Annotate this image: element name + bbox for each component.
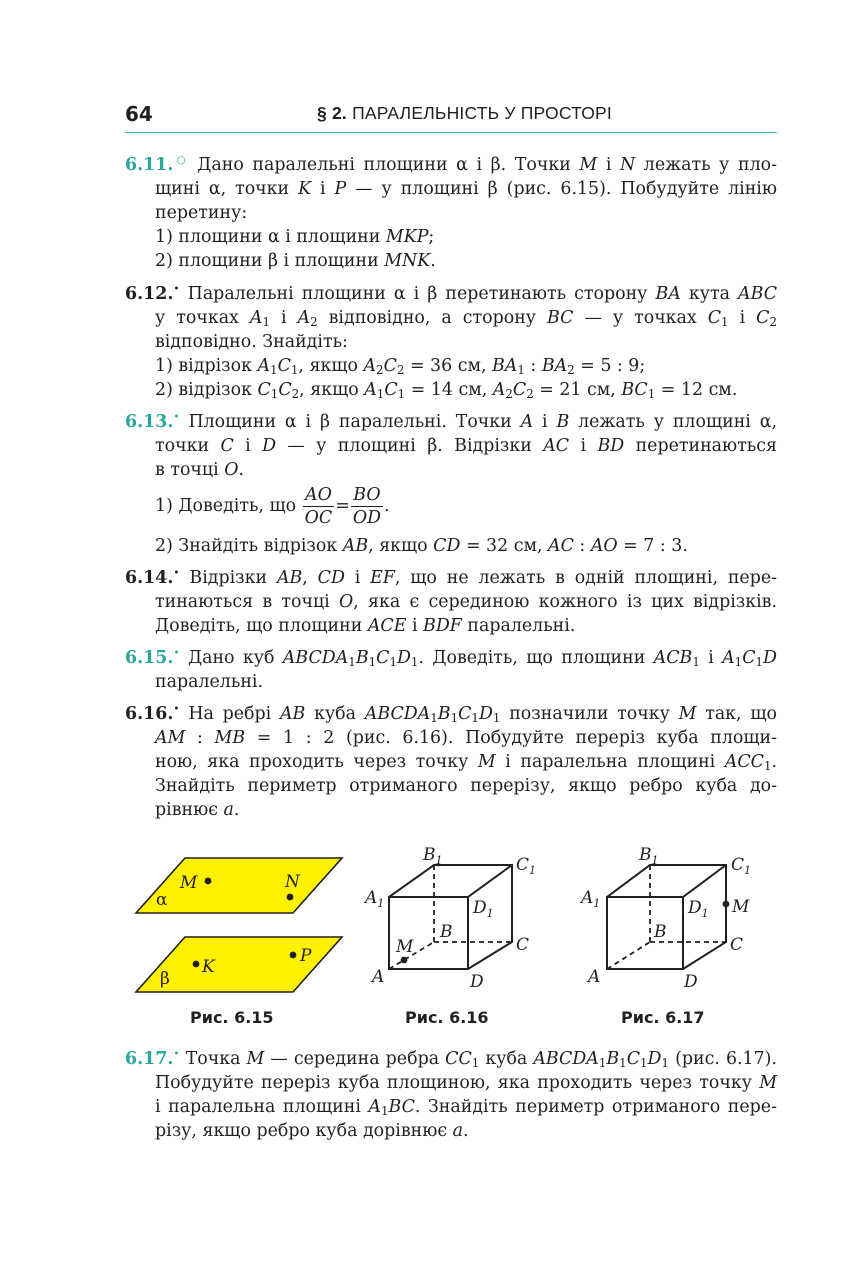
section-title: § 2. ПАРАЛЕЛЬНІСТЬ У ПРОСТОРІ: [317, 103, 612, 123]
label-B1: $B_1$: [639, 845, 659, 867]
label-D: D: [684, 972, 698, 992]
problem-6-16-line-2: AM : MB = 1 : 2 (рис. 6.16). Побудуйте переріз куба площи-: [155, 728, 777, 748]
figure-6-17: [576, 840, 776, 1000]
problem-6-16-line-5: рівнює a.: [155, 800, 240, 820]
label-M: M: [180, 873, 198, 893]
problem-6-11-item-2: 2) площини β і площини MNK.: [155, 251, 436, 271]
point-M: [723, 901, 730, 908]
label-alpha: α: [156, 890, 168, 910]
problem-6-17-line-3: і паралельна площині $A_1BC$. Знайдіть периметр отриманого пере-: [155, 1097, 777, 1118]
point-M: [205, 878, 212, 885]
figure-6-15-caption: Рис. 6.15: [190, 1008, 274, 1027]
figure-6-17-caption: Рис. 6.17: [621, 1008, 705, 1027]
problem-6-13-line-2: точки C і D — у площині β. Відрізки AC і BD перетинаються: [155, 436, 777, 456]
problem-6-17-line-4: різу, якщо ребро куба дорівнює a.: [155, 1121, 469, 1141]
problem-6-14-line-1: 6.14.• Відрізки AB, CD і EF, що не лежать в одній площині, пере-: [125, 567, 778, 588]
point-N: [287, 894, 294, 901]
problem-6-12-item-1: 1) відрізок $A_1C_1$, якщо $A_2C_2 = 36$ см, $BA_1$ : $BA_2 = 5$ : 9;: [155, 356, 646, 377]
label-N: N: [285, 872, 300, 892]
label-B: B: [654, 922, 667, 942]
label-D1: $D_1$: [688, 898, 709, 920]
label-C: C: [730, 935, 744, 955]
problem-6-12-line-1: 6.12.• Паралельні площини α і β перетинають сторону BA кута ABC: [125, 283, 778, 304]
label-B1: $B_1$: [423, 845, 443, 867]
problem-6-16-line-4: Знайдіть периметр отриманого перерізу, якщо ребро куба до-: [155, 776, 777, 796]
problem-6-17-line-2: Побудуйте переріз куба площиною, яка проходить через точку M: [155, 1073, 777, 1093]
page-header: [125, 96, 777, 133]
problem-6-13-line-3: в точці O.: [155, 460, 244, 480]
label-A: A: [588, 967, 601, 987]
label-D1: $D_1$: [473, 898, 494, 920]
problem-6-13-item-1: 1) Доведіть, що $\frac{AO}{OC}$ = $\frac{BO}{OD}$ .: [155, 485, 390, 528]
label-A: A: [372, 967, 385, 987]
problem-6-15-line-1: 6.15.• Дано куб $ABCDA_1B_1C_1D_1$. Доведіть, що площини $ACB_1$ і $A_1C_1D$: [125, 647, 777, 669]
page-number: 64: [125, 102, 153, 126]
label-M: M: [396, 937, 414, 957]
problem-6-15-line-2: паралельні.: [155, 672, 263, 692]
problem-6-11-item-1: 1) площини α і площини MKP;: [155, 227, 435, 247]
label-beta: β: [160, 969, 170, 989]
figure-6-16: [360, 840, 550, 1000]
problem-6-14-line-2: тинаються в точці O, яка є серединою кожного із цих відрізків.: [155, 592, 777, 612]
problem-6-17-line-1: 6.17.• Точка M — середина ребра $CC_1$ куба $ABCDA_1B_1C_1D_1$ (рис. 6.17).: [125, 1048, 777, 1070]
problem-6-11-line-3: перетину:: [155, 203, 248, 223]
problem-6-13-item-2: 2) Знайдіть відрізок AB, якщо CD = 32 см, AC : AO = 7 : 3.: [155, 536, 688, 556]
label-P: P: [300, 946, 312, 966]
problem-6-16-line-3: ною, яка проходить через точку M і паралельна площині $ACC_1$.: [155, 752, 778, 773]
label-D: D: [470, 972, 484, 992]
label-C1: $C_1$: [516, 855, 537, 877]
point-M: [401, 957, 408, 964]
label-A1: $A_1$: [365, 888, 385, 910]
figure-6-16-caption: Рис. 6.16: [405, 1008, 489, 1027]
problem-6-12-line-2: у точках $A_1$ і $A_2$ відповідно, а сторону BC — у точках $C_1$ і $C_2$: [155, 308, 777, 329]
problem-6-14-line-3: Доведіть, що площини ACE і BDF паралельні.: [155, 616, 576, 636]
point-P: [290, 952, 297, 959]
point-K: [193, 961, 200, 968]
label-C1: $C_1$: [731, 855, 752, 877]
problem-6-11-line-1: 6.11.○ Дано паралельні площини α і β. Точки M і N лежать у пло-: [125, 154, 777, 175]
problem-6-16-line-1: 6.16.• На ребрі AB куба $ABCDA_1B_1C_1D_1$ позначили точку M так, що: [125, 703, 777, 725]
label-B: B: [440, 922, 453, 942]
problem-6-12-line-3: відповідно. Знайдіть:: [155, 332, 348, 352]
problem-6-11-line-2: щині α, точки K і P — у площині β (рис. 6.15). Побудуйте лінію: [155, 179, 777, 199]
problem-6-12-item-2: 2) відрізок $C_1C_2$, якщо $A_1C_1 = 14$ см, $A_2C_2 = 21$ см, $BC_1 = 12$ см.: [155, 380, 738, 401]
figure-6-15: [130, 850, 350, 1000]
problem-6-13-line-1: 6.13.• Площини α і β паралельні. Точки A і B лежать у площині α,: [125, 411, 777, 432]
label-A1: $A_1$: [581, 888, 601, 910]
label-K: K: [202, 957, 215, 977]
label-M: M: [732, 897, 750, 917]
label-C: C: [516, 935, 530, 955]
